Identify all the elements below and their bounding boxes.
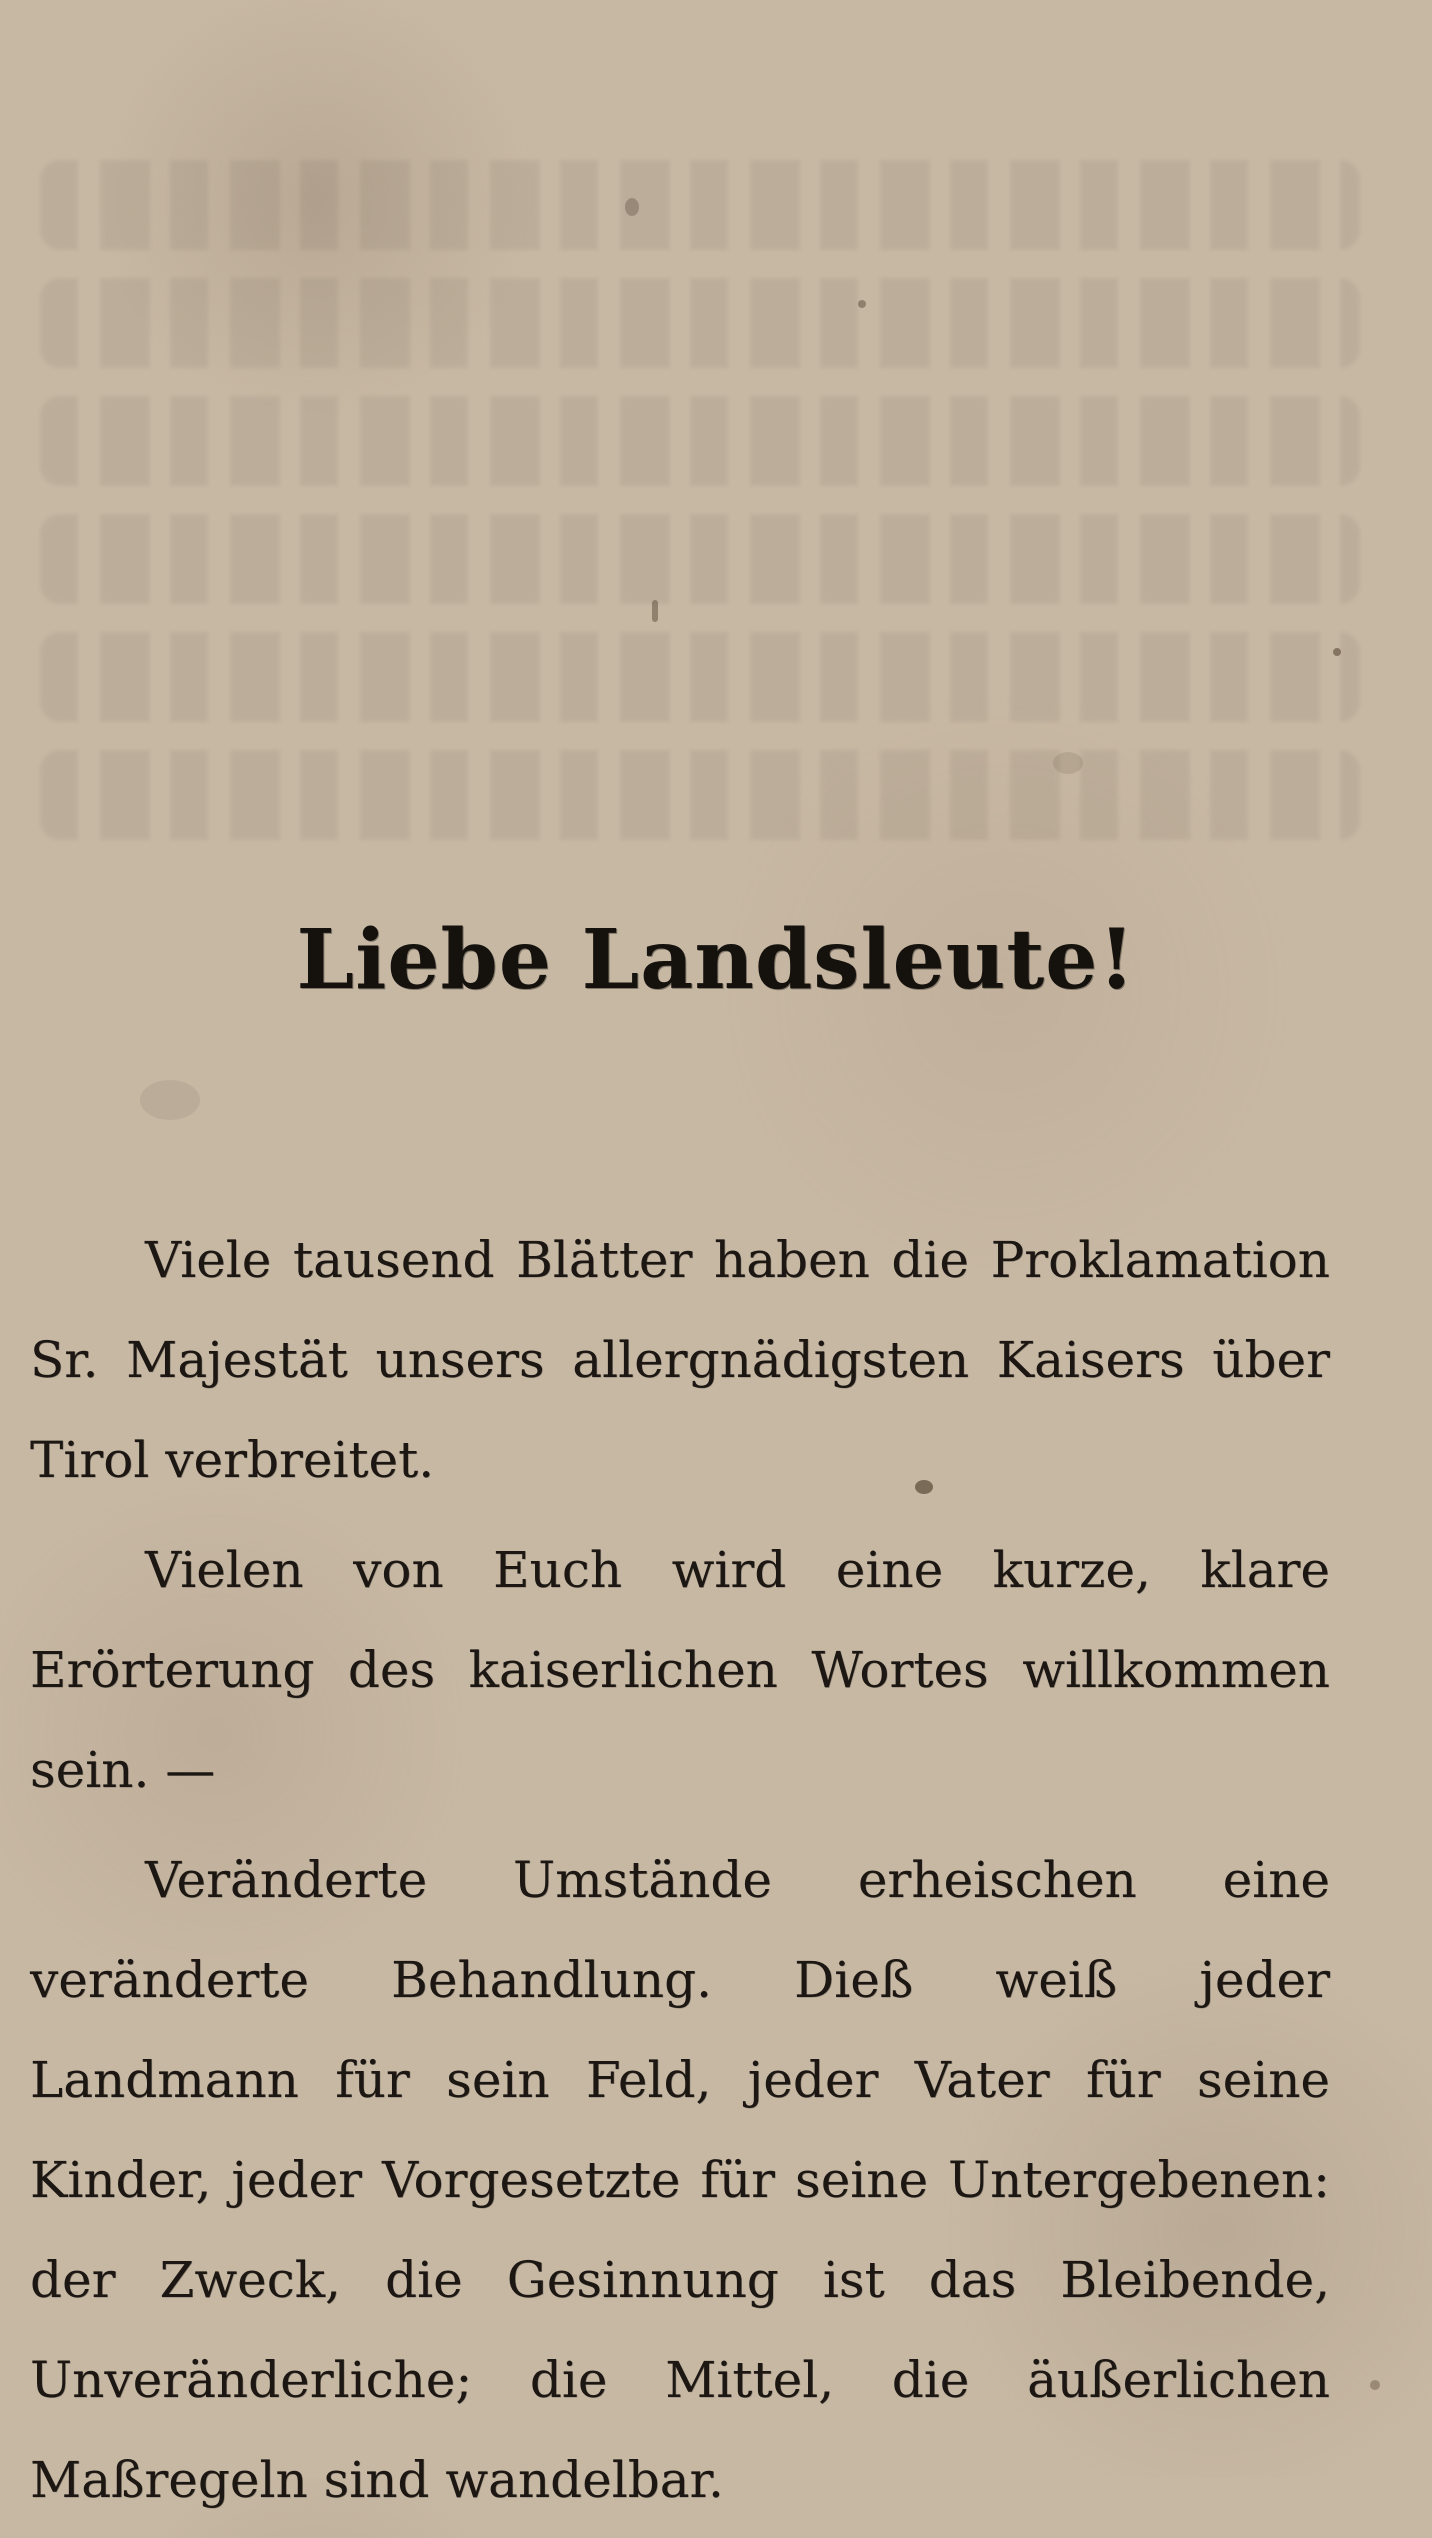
body-text (30, 1210, 1330, 2538)
paper-speck (858, 300, 866, 308)
paper-speck (652, 600, 658, 622)
paragraph-3: Veränderte Umstände erheischen eine veränderte Behandlung. Dieß weiß jeder Landmann für sein Feld, jeder Vater für seine Kinder, jeder Vorgesetzte für seine Untergebenen: der Zweck, die Gesinnung ist das Bleibende, Unveränderliche; die Mittel, die äußerlichen Maßregeln sind wandelbar. (30, 1851, 1330, 2509)
paper-speck (1333, 648, 1341, 656)
paper-speck (140, 1080, 200, 1120)
paper-speck (1053, 752, 1083, 774)
paragraph-1: Viele tausend Blätter haben die Proklamation Sr. Majestät unsers allergnädigsten Kaisers über Tirol verbreitet. (30, 1231, 1330, 1489)
paper-speck (1370, 2380, 1380, 2390)
paragraph-2: Vielen von Euch wird eine kurze, klare Erörterung des kaiserlichen Wortes willkommen sein. — (30, 1541, 1330, 1799)
bleed-through-text (40, 160, 1360, 960)
paper-speck (625, 198, 639, 216)
page-title: Liebe Landsleute! (296, 912, 1136, 1008)
